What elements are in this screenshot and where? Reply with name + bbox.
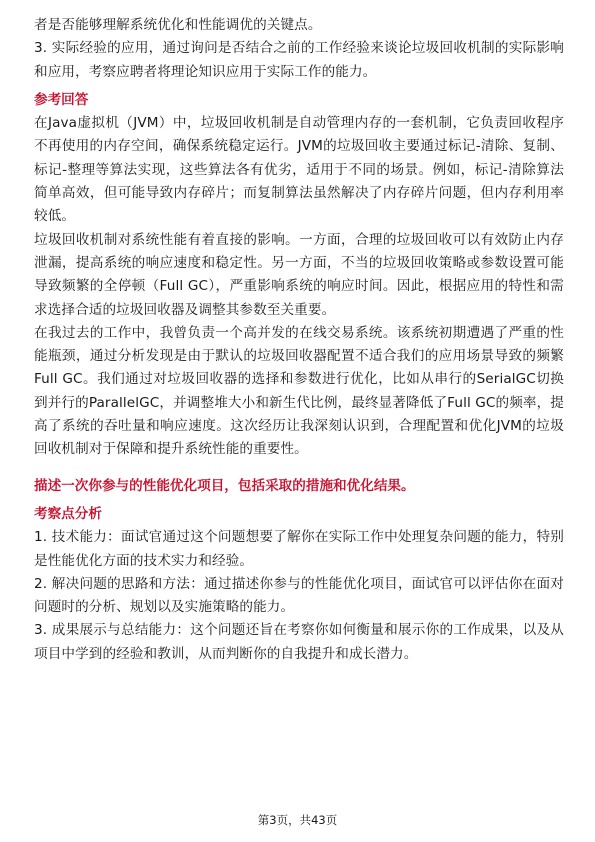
page-content — [34, 14, 564, 666]
page-number: 第3页，共43页 — [257, 813, 338, 827]
analysis-heading: 考察点分析 — [34, 505, 102, 522]
analysis-item: 2. 解决问题的思路和方法：通过描述你参与的性能优化项目，面试官可以评估你在面对问题时的分析、规划以及实施策略的能力。 — [34, 575, 564, 616]
analysis-item: 3. 成果展示与总结能力：这个问题还旨在考察你如何衡量和展示你的工作成果，以及从项目中学到的经验和教训，从而判断你的自我提升和成长潜力。 — [34, 622, 564, 662]
intro-continuation: 者是否能够理解系统优化和性能调优的关键点。 — [34, 17, 322, 33]
analysis-item: 1. 技术能力：面试官通过这个问题想要了解你在实际工作中处理复杂问题的能力，特别是性能优化方面的技术实力和经验。 — [34, 529, 564, 569]
answer-paragraph: 垃圾回收机制对系统性能有着直接的影响。一方面，合理的垃圾回收可以有效防止内存泄漏，提高系统的响应速度和稳定性。另一方面，不当的垃圾回收策略或参数设置可能导致频繁的全停顿（Full GC），严重影响系统的响应时间。因此，根据应用的特性和需求选择合适的垃圾回收器及调整其参数至关重要。 — [34, 231, 564, 318]
answer-paragraph: 在我过去的工作中，我曾负责一个高并发的在线交易系统。该系统初期遭遇了严重的性能瓶颈，通过分析发现是由于默认的垃圾回收器配置不适合我们的应用场景导致的频繁Full GC。我们通过对垃圾回收器的选择和参数进行优化，比如从串行的SerialGC切换到并行的ParallelGC，并调整堆大小和新生代比例，最终显著降低了Full GC的频率，提高了系统的吞吐量和响应速度。这次经历让我深刻认识到，合理配置和优化JVM的垃圾回收机制对于保障和提升系统性能的重要性。 — [34, 324, 564, 458]
intro-item-3: 3. 实际经验的应用，通过询问是否结合之前的工作经验来谈论垃圾回收机制的实际影响和应用，考察应聘者将理论知识应用于实际工作的能力。 — [34, 40, 564, 80]
answer-heading: 参考回答 — [34, 91, 89, 108]
answer-paragraph: 在Java虚拟机（JVM）中，垃圾回收机制是自动管理内存的一套机制，它负责回收程序不再使用的内存空间，确保系统稳定运行。JVM的垃圾回收主要通过标记-清除、复制、标记-整理等算法实现，这些算法各有优劣，适用于不同的场景。例如，标记-清除算法简单高效，但可能导致内存碎片；而复制算法虽然解决了内存碎片问题，但内存利用率较低。 — [34, 115, 564, 225]
question-title: 描述一次你参与的性能优化项目，包括采取的措施和优化结果。 — [34, 477, 415, 494]
